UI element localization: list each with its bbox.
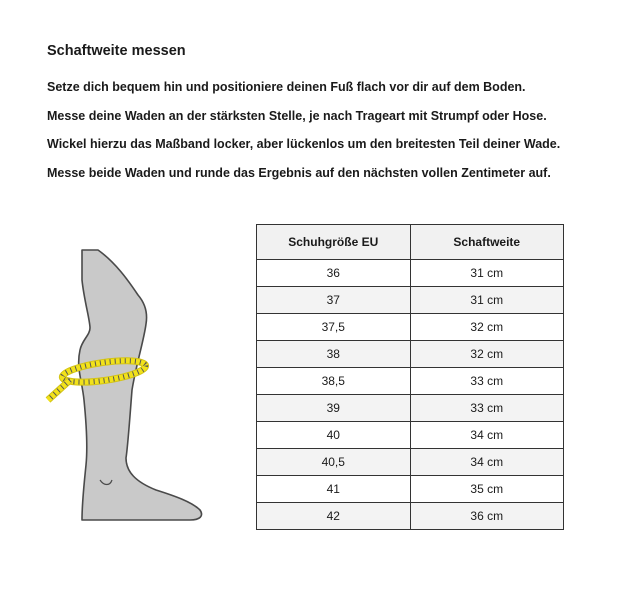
shoe-size-cell: 41 (257, 476, 411, 503)
page-title: Schaftweite messen (47, 43, 186, 59)
table-row (257, 368, 564, 395)
header-shoe-size: Schuhgröße EU (257, 225, 411, 260)
leg-shape (79, 250, 202, 520)
table-row (257, 503, 564, 530)
shaft-width-cell: 32 cm (410, 341, 564, 368)
shaft-width-cell: 36 cm (410, 503, 564, 530)
table-row (257, 341, 564, 368)
shoe-size-cell: 37,5 (257, 314, 411, 341)
shoe-size-cell: 40 (257, 422, 411, 449)
shaft-width-cell: 31 cm (410, 260, 564, 287)
shaft-width-cell: 33 cm (410, 368, 564, 395)
table-header-row (257, 225, 564, 260)
leg-measuring-illustration (40, 240, 240, 530)
table-row (257, 476, 564, 503)
shoe-size-cell: 36 (257, 260, 411, 287)
instruction-4: Messe beide Waden und runde das Ergebnis auf den nächsten vollen Zentimeter auf. (47, 166, 551, 180)
table-row (257, 260, 564, 287)
shaft-width-cell: 31 cm (410, 287, 564, 314)
shoe-size-cell: 42 (257, 503, 411, 530)
shaft-width-cell: 33 cm (410, 395, 564, 422)
table-row (257, 287, 564, 314)
header-shaft-width: Schaftweite (410, 225, 564, 260)
shoe-size-cell: 37 (257, 287, 411, 314)
shaft-width-cell: 32 cm (410, 314, 564, 341)
instruction-1: Setze dich bequem hin und positioniere deinen Fuß flach vor dir auf dem Boden. (47, 80, 526, 94)
size-table (256, 224, 564, 530)
table-row (257, 314, 564, 341)
shaft-width-cell: 34 cm (410, 422, 564, 449)
table-row (257, 449, 564, 476)
shoe-size-cell: 40,5 (257, 449, 411, 476)
shoe-size-cell: 38 (257, 341, 411, 368)
instruction-2: Messe deine Waden an der stärksten Stelle, je nach Trageart mit Strumpf oder Hose. (47, 109, 547, 123)
table-row (257, 395, 564, 422)
tape-end (48, 380, 70, 400)
shaft-width-cell: 35 cm (410, 476, 564, 503)
instruction-3: Wickel hierzu das Maßband locker, aber lückenlos um den breitesten Teil deiner Wade. (47, 137, 561, 151)
table-row (257, 422, 564, 449)
shoe-size-cell: 38,5 (257, 368, 411, 395)
shoe-size-cell: 39 (257, 395, 411, 422)
shaft-width-cell: 34 cm (410, 449, 564, 476)
